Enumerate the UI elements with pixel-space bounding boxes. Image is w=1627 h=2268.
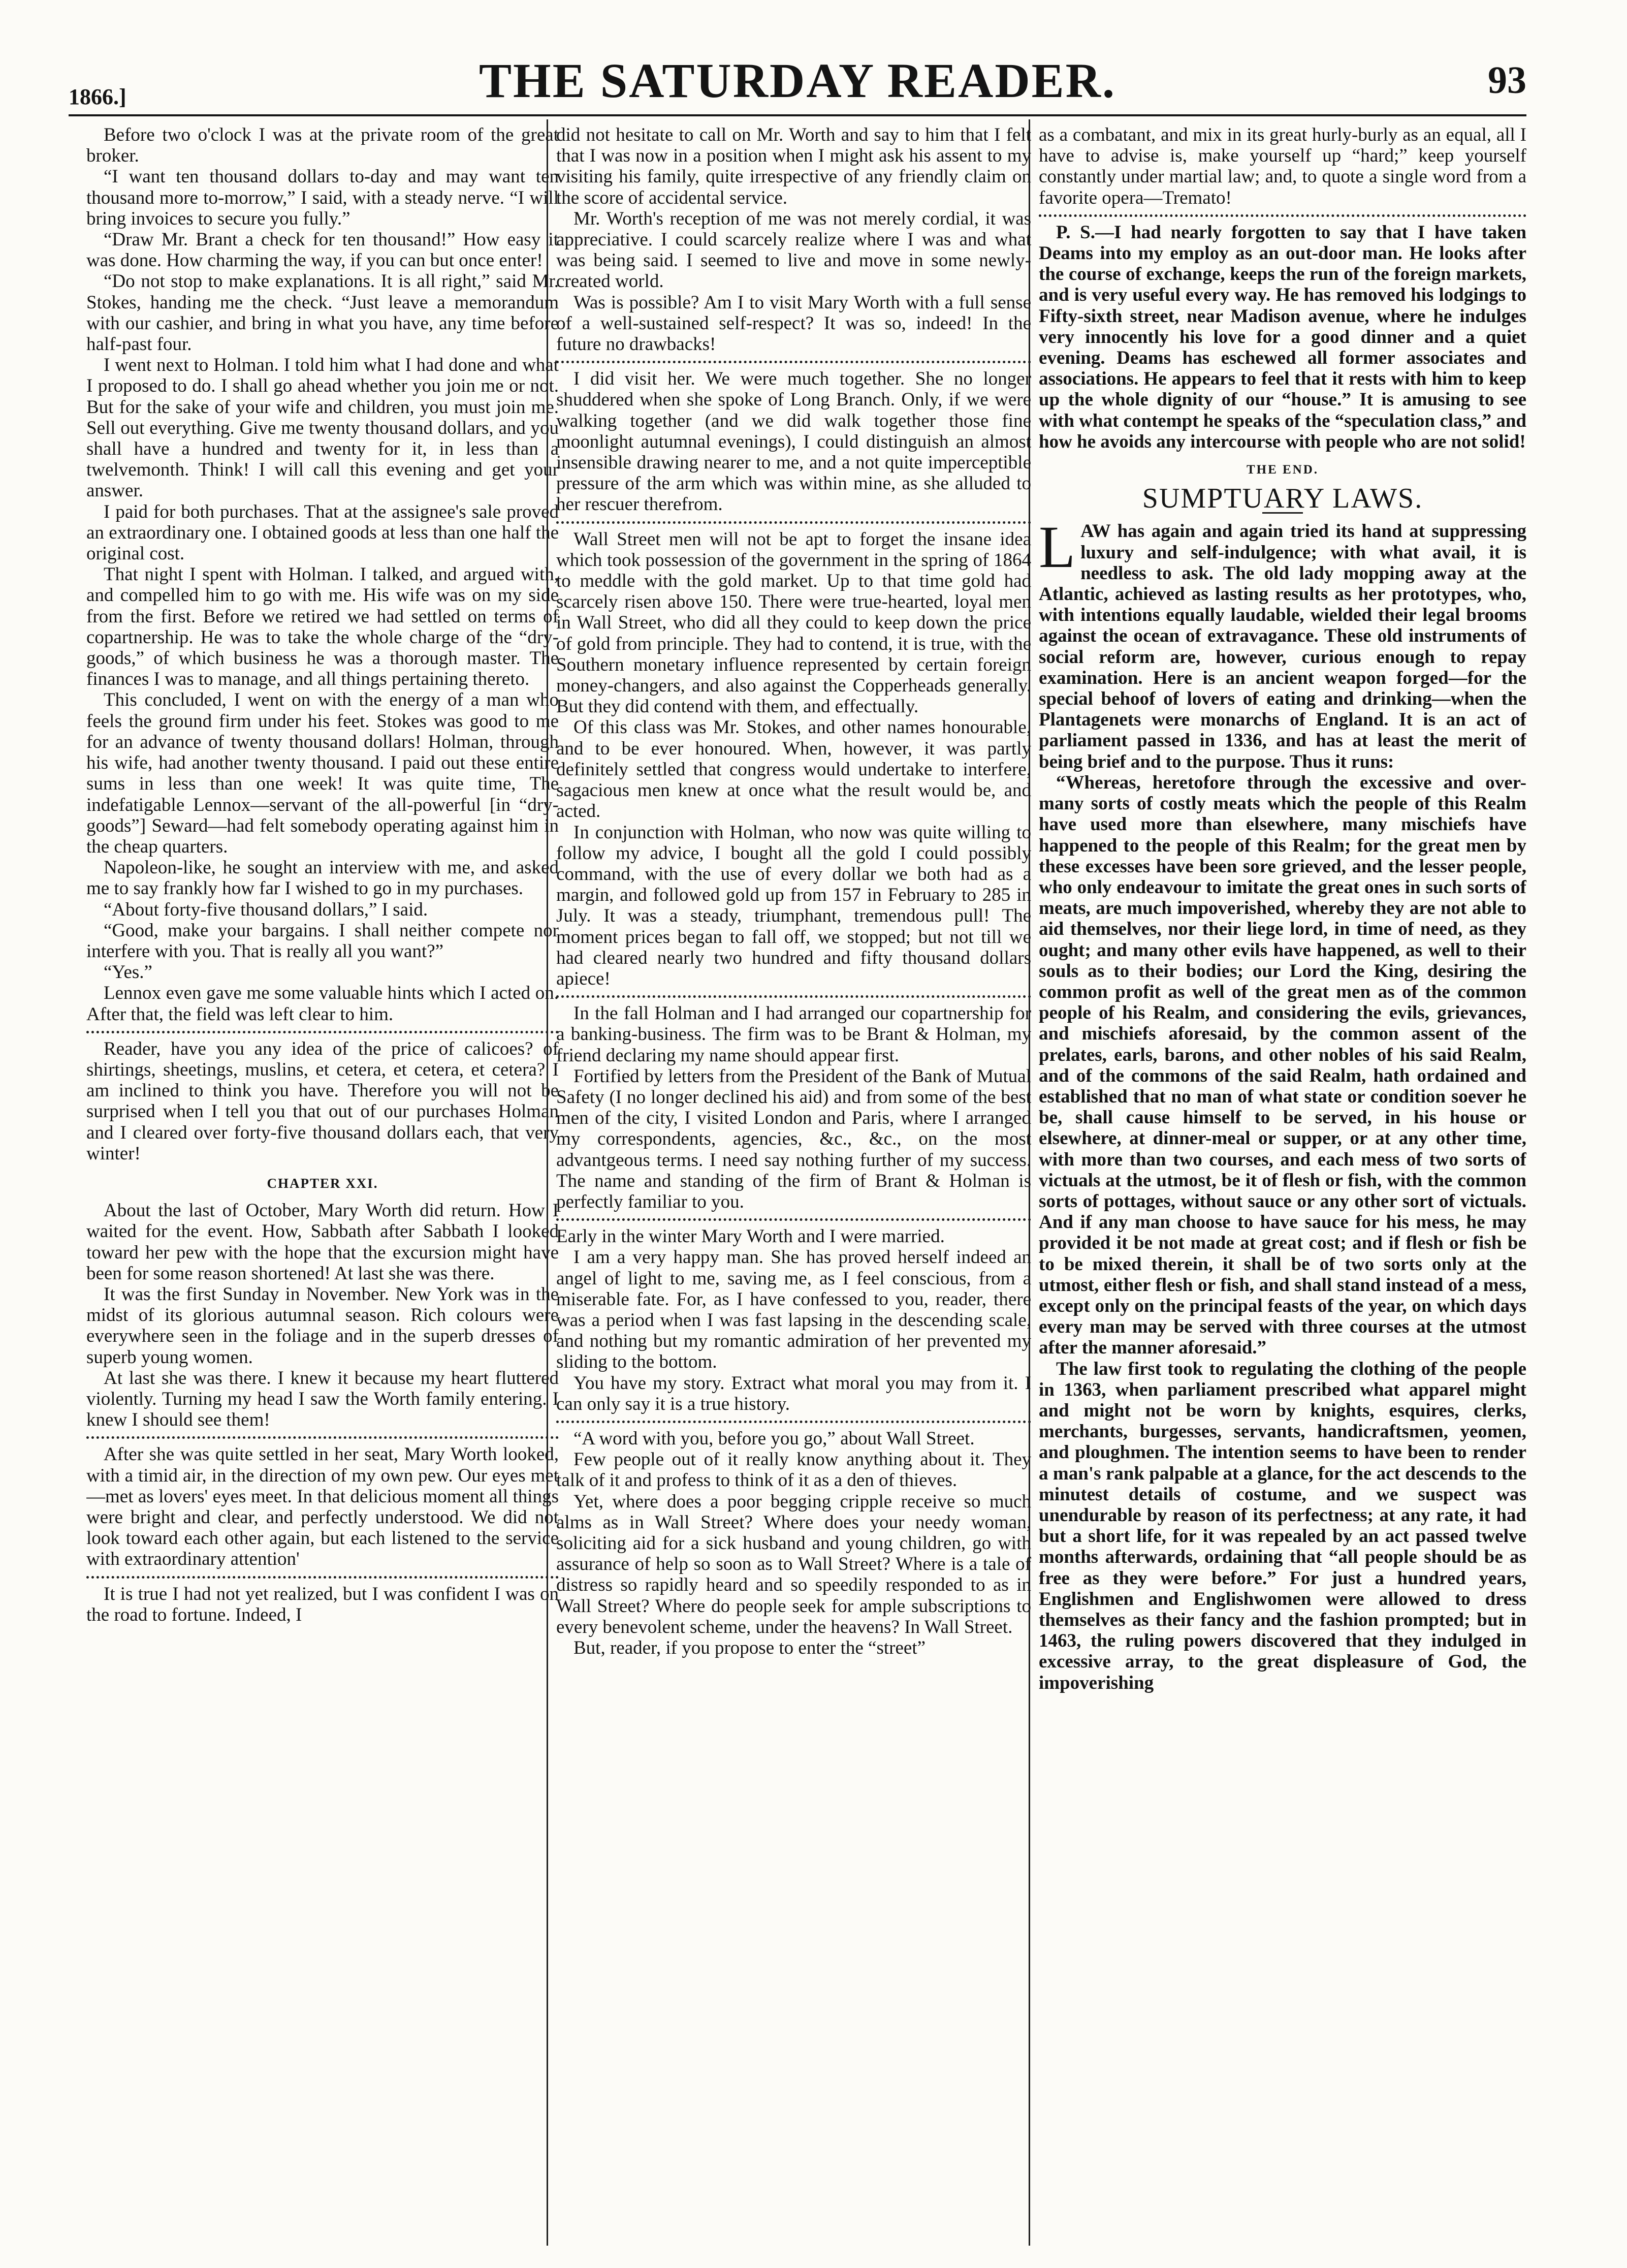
paragraph: “Draw Mr. Brant a check for ten thousand!” How easy it was done. How charming the way, if you can but once enter! xyxy=(86,229,559,271)
chapter-heading: CHAPTER XXI. xyxy=(267,1175,378,1191)
section-title: SUMPTUARY LAWS. xyxy=(1142,483,1423,515)
paragraph: “Yes.” xyxy=(104,962,152,983)
dotted-separator xyxy=(556,1218,1031,1221)
column-1 xyxy=(86,124,559,2243)
paragraph: Early in the winter Mary Worth and I were married. xyxy=(556,1226,945,1247)
dotted-separator xyxy=(556,1421,1031,1423)
dotted-separator xyxy=(556,995,1031,998)
paragraph: But, reader, if you propose to enter the “street” xyxy=(573,1637,926,1659)
issue-date: 1866.] xyxy=(69,84,126,109)
paragraph: I did visit her. We were much together. She no longer shuddered when she spoke of Long Branch. Only, if we were walking together (and we did walk together those fine moonlight autumnal evenings), I could distinguish an almost insensible drawing nearer to me, and a not quite imperceptible pressure of the arm which was within mine, as she alluded to her rescuer therefrom. xyxy=(556,368,1031,515)
paragraph: Mr. Worth's reception of me was not merely cordial, it was appreciative. I could scarcely realize where I was and what was being said. I seemed to live and move in some newly-created world. xyxy=(556,208,1031,292)
dotted-separator xyxy=(556,361,1031,363)
paragraph: I paid for both purchases. That at the assignee's sale proved an extraordinary one. I obtained goods at less than one half the original cost. xyxy=(86,501,559,564)
paragraph: Lennox even gave me some valuable hints which I acted on. After that, the field was left clear to him. xyxy=(86,983,559,1025)
paragraph: “I want ten thousand dollars to-day and may want ten thousand more to-morrow,” I said, with a steady nerve. “I will bring invoices to secure you fully.” xyxy=(86,166,559,229)
paragraph: I am a very happy man. She has proved herself indeed an angel of light to me, saving me, as I feel conscious, from a miserable fate. For, as I have confessed to you, reader, there was a period when I was fast lapsing in the descending scale, and nothing but my romantic admiration of her prevented my sliding to the bottom. xyxy=(556,1247,1031,1373)
paragraph: Wall Street men will not be apt to forget the insane idea which took possession of the government in the spring of 1864 to meddle with the gold market. Up to that time gold had scarcely risen above 150. There were true-hearted, loyal men in Wall Street, who did all they could to keep down the price of gold from principle. They had to contend, it is true, with the Southern monetary influence represented by certain foreign money-changers, and also against the Copperheads generally. But they did contend with them, and effectually. xyxy=(556,528,1031,717)
paragraph: Fortified by letters from the President of the Bank of Mutual Safety (I no longer declined his aid) and from some of the best men of the city, I visited London and Paris, where I arranged my correspondents, agencies, &c., &c., on the most advantgeous terms. I need say nothing further of my success. The name and standing of the firm of Brant & Holman is perfectly familiar to you. xyxy=(556,1065,1031,1212)
paragraph: Napoleon-like, he sought an interview with me, and asked me to say frankly how far I wished to go in my purchases. xyxy=(86,857,559,899)
page-number: 93 xyxy=(1488,59,1526,102)
paragraph: “Good, make your bargains. I shall neither compete nor interfere with you. That is really all you want?” xyxy=(86,920,559,962)
column-2 xyxy=(556,124,1031,2243)
paragraph: Of this class was Mr. Stokes, and other names honourable, and to be ever honoured. When, however, it was partly definitely settled that congress would undertake to interfere, sagacious men knew at once what the result would be, and acted. xyxy=(556,717,1031,822)
quoted-statute: “Whereas, heretofore through the excessive and over-many sorts of costly meats which the people of this Realm have used more than elsewhere, many mischiefs have happened to the people of this Realm; for the great men by these excesses have been sore grieved, and the lesser people, who only endeavour to imitate the great ones in such sorts of meats, are much impoverished, whereby they are not able to aid themselves, nor their liege lord, in time of need, as they ought; and many other evils have happened, as well to their souls as to their bodies; our Lord the King, desiring the common profit as well of the great men as of the common people of his Realm, and considering the evils, grievances, and mischiefs aforesaid, by the common assent of the prelates, earls, barons, and other nobles of his said Realm, and of the commons of the said Realm, hath ordained and established that no man of what state or condition soever he be, shall cause himself to be served, in his house or elsewhere, at dinner-meal or supper, or at any other time, with more than two courses, and each mess of two sorts of victuals at the utmost, be it of flesh or fish, with the common sorts of pottages, without sauce or any other sort of victuals. And if any man choose to have sauce for his mess, he may provided it be not made at great cost; and if flesh or fish be to be mixed therein, it shall be of two sorts only at the utmost, either flesh or fish, and shall stand instead of a mess, except only on the principal feasts of the year, on which days every man may be served with three courses at the utmost after the manner aforesaid.” xyxy=(1039,772,1526,1359)
paragraph: I went next to Holman. I told him what I had done and what I proposed to do. I shall go ahead whether you join me or not. But for the sake of your wife and children, you must join me. Sell out everything. Give me twenty thousand dollars, and you shall have a hundred and twenty for it, in less than a twelvemonth. Think! I will call this evening and get your answer. xyxy=(86,355,559,501)
lead-text: AW has again and again tried its hand at suppressing luxury and self-indulgence; with what avail, it is needless to ask. The old lady mopping away at the Atlantic, achieved as lasting results as her prototypes, who, with intentions equally laudable, wielded their legal brooms against the ocean of extravagance. These old instruments of social reform are, however, curious enough to repay examination. Here is an ancient weapon forged—for the special behoof of lovers of eating and drinking—when the Plantagenets were monarchs of England. It is an act of parliament passed in 1336, and has at least the merit of being brief and to the purpose. Thus it runs: xyxy=(1039,521,1526,772)
paragraph: as a combatant, and mix in its great hurly-burly as an equal, all I have to advise is, make yourself up “hard;” keep yourself constantly under martial law; and, to quote a single word from a favorite opera—Tremato! xyxy=(1039,124,1526,208)
paragraph: You have my story. Extract what moral you may from it. I can only say it is a true history. xyxy=(556,1372,1031,1414)
paragraph: In the fall Holman and I had arranged our copartnership for a banking-business. The firm was to be Brant & Holman, my friend declaring my name should appear first. xyxy=(556,1003,1031,1066)
postscript-paragraph: P. S.—I had nearly forgotten to say that I have taken Deams into my employ as an out-door man. He looks after the course of exchange, keeps the run of the foreign markets, and is very useful every way. He has removed his lodgings to Fifty-sixth street, near Madison avenue, where he indulges very innocently his love for a good dinner and a quiet evening. Deams has eschewed all former associates and associations. He appears to feel that it rests with him to keep up the whole dignity of our “house.” It is amusing to see with what contempt he speaks of the “speculation class,” and how he avoids any intercourse with people who are not solid! xyxy=(1039,222,1526,452)
paragraph: After she was quite settled in her seat, Mary Worth looked, with a timid air, in the direction of my own pew. Our eyes met—met as lovers' eyes meet. In that delicious moment all things were bright and clear, and perfectly understood. We did not look toward each other again, but each listened to the service with extraordinary attention' xyxy=(86,1444,559,1570)
paragraph: “About forty-five thousand dollars,” I said. xyxy=(104,899,428,920)
end-marker: THE END. xyxy=(1246,463,1319,477)
paragraph: Reader, have you any idea of the price of calicoes? of shirtings, sheetings, muslins, et cetera, et cetera, et cetera? I am inclined to think you have. Therefore you will not be surprised when I tell you that out of our purchases Holman and I cleared over forty-five thousand dollars each, that very winter! xyxy=(86,1038,559,1164)
dotted-separator xyxy=(86,1576,559,1579)
paragraph: Few people out of it really know anything about it. They talk of it and profess to think of it as a den of thieves. xyxy=(556,1449,1031,1491)
header-rule xyxy=(69,114,1526,116)
paragraph: The law first took to regulating the clothing of the people in 1363, when parliament prescribed what apparel might and might not be worn by knights, esquires, clerks, merchants, burgesses, servants, handicraftsmen, yeomen, and ploughmen. The intention seems to have been to render a man's rank palpable at a glance, for the act descends to the minutest details of costume, and we suspect was unendurable by reason of its perfectness; at any rate, it had but a short life, for it was repealed by an act passed twelve months afterwards, ordaining that “all people should be as free as they were before.” For just a hundred years, Englishmen and Englishwomen were allowed to dress themselves as their fancy and the fashion prompted; but in 1463, the ruling powers discovered that they indulged in excessive array, to the great displeasure of God, the impoverishing xyxy=(1039,1358,1526,1693)
masthead-title: THE SATURDAY READER. xyxy=(479,53,1116,108)
dotted-separator xyxy=(556,521,1031,524)
paragraph: Was is possible? Am I to visit Mary Worth with a full sense of a well-sustained self-respect? It was so, indeed! In the future no drawbacks! xyxy=(556,292,1031,355)
paragraph: Yet, where does a poor begging cripple receive so much alms as in Wall Street? Where does your needy woman, soliciting aid for a sick husband and young children, go with assurance of help so soon as to Wall Street? Where is a tale of distress so rapidly heard and so speedily responded to as in Wall Street? Where do people seek for ample subscriptions to every benevolent scheme, under the heavens? In Wall Street. xyxy=(556,1491,1031,1637)
paragraph: “Do not stop to make explanations. It is all right,” said Mr. Stokes, handing me the check. “Just leave a memorandum with our cashier, and bring in what you have, any time before half-past four. xyxy=(86,271,559,355)
paragraph: Before two o'clock I was at the private room of the great broker. xyxy=(86,124,559,167)
drop-cap: L xyxy=(1039,514,1076,581)
paragraph: This concluded, I went on with the energy of a man who feels the ground firm under his feet. Stokes was good to me for an advance of twenty thousand dollars! Holman, through his wife, had another twenty thousand. I paid out these entire sums in less than one week! It was quite time, The indefatigable Lennox—servant of the all-powerful [in “dry-goods”] Seward—had felt somebody operating against him in the cheap quarters. xyxy=(86,689,559,857)
paragraph: did not hesitate to call on Mr. Worth and say to him that I felt that I was now in a position when I might ask his assent to my visiting his family, quite irrespective of any friendly claim on the score of accidental service. xyxy=(556,124,1031,208)
paragraph: At last she was there. I knew it because my heart fluttered violently. Turning my head I saw the Worth family entering. I knew I should see them! xyxy=(86,1367,559,1431)
paragraph: “A word with you, before you go,” about Wall Street. xyxy=(573,1428,975,1449)
paragraph: About the last of October, Mary Worth did return. How I waited for the event. How, Sabbath after Sabbath I looked toward her pew with the hope that the excursion might have been for some reason shortened! At last she was there. xyxy=(86,1200,559,1284)
paragraph: In conjunction with Holman, who now was quite willing to follow my advice, I bought all the gold I could possibly command, with the use of every dollar we both had as a margin, and followed gold up from 157 in February to 285 in July. It was a steady, triumphant, tremendous pull! The moment prices began to fall off, we stopped; but not till we had cleared nearly two hundred and fifty thousand dollars apiece! xyxy=(556,822,1031,989)
page-header xyxy=(69,48,1526,117)
dotted-separator xyxy=(1039,214,1526,217)
paragraph: It was the first Sunday in November. New York was in the midst of its glorious autumnal season. Rich colours were everywhere seen in the foliage and in the superb dresses of superb young women. xyxy=(86,1283,559,1368)
paragraph: It is true I had not yet realized, but I was confident I was on the road to fortune. Indeed, I xyxy=(86,1583,559,1625)
paragraph: That night I spent with Holman. I talked, and argued with, and compelled him to go with me. His wife was on my side from the first. Before we retired we had settled on terms of copartnership. He was to take the whole charge of the “dry-goods,” of which business he was a thorough master. The finances I was to manage, and all things pertaining thereto. xyxy=(86,564,559,690)
column-3 xyxy=(1039,124,1526,2243)
dotted-separator xyxy=(86,1031,559,1033)
dotted-separator xyxy=(86,1436,559,1439)
lead-paragraph xyxy=(1039,514,1526,772)
